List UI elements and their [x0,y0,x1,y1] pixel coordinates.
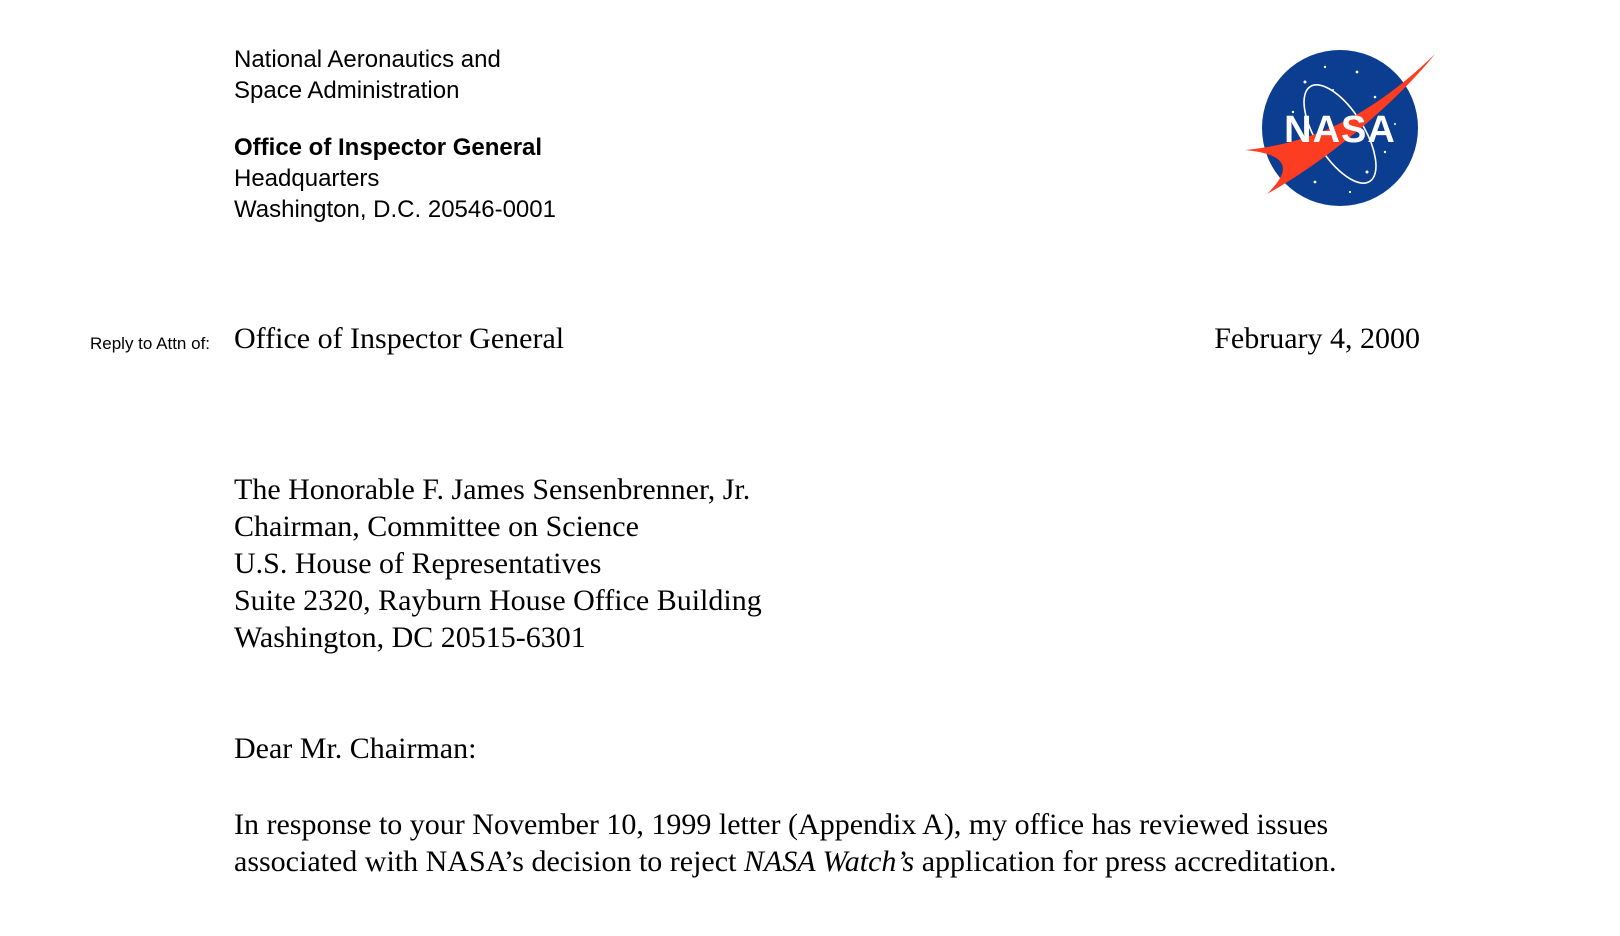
office-location: Headquarters [234,165,380,192]
recipient-line: U.S. House of Representatives [234,547,602,580]
body-text: associated with NASA’s decision to reject [234,845,744,878]
nasa-meatball-logo [1245,42,1445,212]
publication-title: NASA Watch’s [743,845,915,878]
letter-date: February 4, 2000 [1214,322,1420,355]
body-text: application for press accreditation. [914,845,1337,878]
body-paragraph [234,806,1434,880]
recipient-line: Chairman, Committee on Science [234,510,639,543]
body-line-1: In response to your November 10, 1999 letter (Appendix A), my office has reviewed issues [234,808,1329,841]
recipient-address [234,471,762,656]
letterhead [234,44,556,225]
salutation: Dear Mr. Chairman: [234,732,477,765]
agency-name-line2: Space Administration [234,77,460,104]
recipient-line: The Honorable F. James Sensenbrenner, Jr. [234,473,751,506]
agency-name-line1: National Aeronautics and [234,46,501,73]
reply-to-label: Reply to Attn of: [90,334,211,353]
recipient-line: Washington, DC 20515-6301 [234,621,586,654]
office-address: Washington, D.C. 20546-0001 [234,196,556,223]
body-line-2 [234,843,1434,880]
office-name: Office of Inspector General [234,134,543,161]
recipient-line: Suite 2320, Rayburn House Office Building [234,584,762,617]
logo-wordmark: NASA [1284,109,1396,151]
reply-to-value: Office of Inspector General [234,322,565,355]
